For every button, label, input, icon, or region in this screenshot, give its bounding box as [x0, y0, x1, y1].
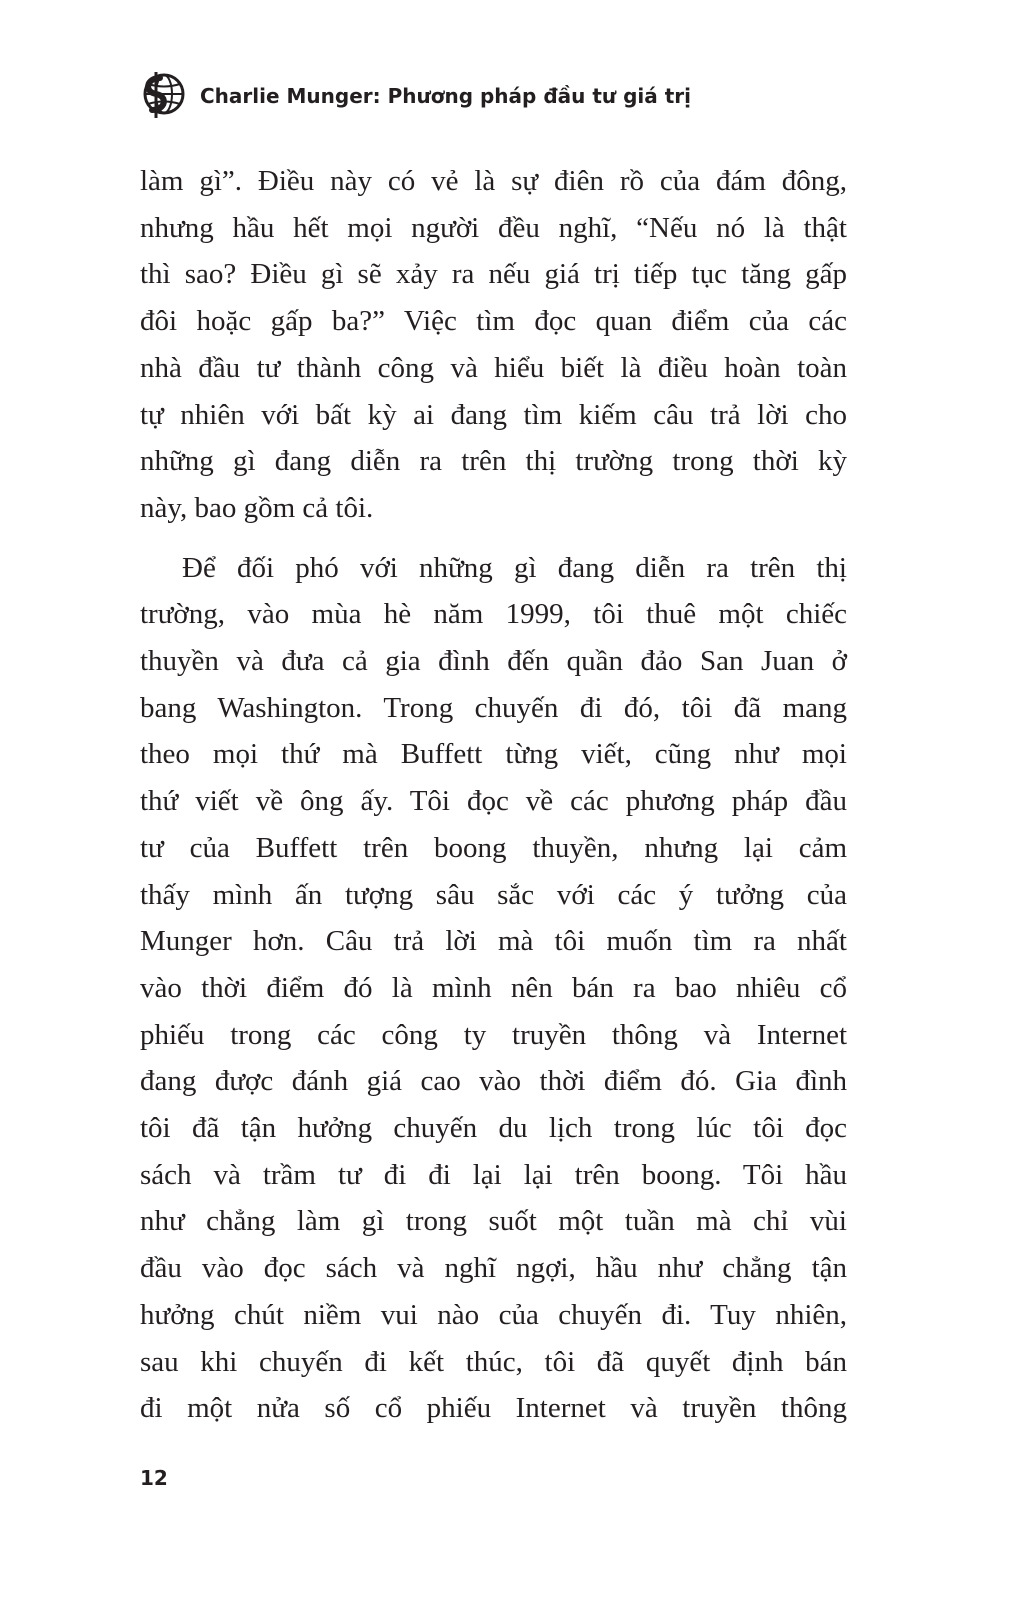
text-line: vào thời điểm đó là mình nên bán ra bao nhiêu cổ — [140, 971, 847, 1004]
text-line: tự nhiên với bất kỳ ai đang tìm kiếm câu trả lời cho — [140, 398, 847, 431]
text-line: sách và trầm tư đi đi lại lại trên boong. Tôi hầu — [140, 1158, 847, 1191]
text-line: thấy mình ấn tượng sâu sắc với các ý tưởng của — [140, 878, 847, 911]
globe-dollar-icon — [140, 70, 186, 122]
text-line: bang Washington. Trong chuyến đi đó, tôi đã mang — [140, 691, 847, 724]
text-line: tôi đã tận hưởng chuyến du lịch trong lúc tôi đọc — [140, 1112, 847, 1145]
text-line: sau khi chuyến đi kết thúc, tôi đã quyết định bán — [140, 1345, 847, 1378]
text-line: tư của Buffett trên boong thuyền, nhưng lại cảm — [140, 831, 847, 864]
text-line: Munger hơn. Câu trả lời mà tôi muốn tìm ra nhất — [140, 925, 847, 958]
page-number: 12 — [140, 1466, 168, 1490]
paragraph-2 — [140, 545, 847, 1432]
text-line: làm gì”. Điều này có vẻ là sự điên rồ của đám đông, — [140, 165, 847, 197]
text-line: nhà đầu tư thành công và hiểu biết là điều hoàn toàn — [140, 351, 847, 384]
running-header-title: Charlie Munger: Phương pháp đầu tư giá trị — [200, 84, 692, 108]
text-line: những gì đang diễn ra trên thị trường trong thời kỳ — [140, 445, 847, 478]
text-line: này, bao gồm cả tôi. — [140, 491, 374, 524]
text-line: hưởng chút niềm vui nào của chuyến đi. Tuy nhiên, — [140, 1298, 847, 1331]
text-line: đầu vào đọc sách và nghĩ ngợi, hầu như chẳng tận — [140, 1252, 847, 1285]
text-line: nhưng hầu hết mọi người đều nghĩ, “Nếu nó là thật — [140, 211, 847, 244]
text-line: thuyền và đưa cả gia đình đến quần đảo San Juan ở — [140, 645, 847, 678]
text-line: đi một nửa số cổ phiếu Internet và truyền thông — [140, 1392, 847, 1425]
text-line: như chẳng làm gì trong suốt một tuần mà chỉ vùi — [140, 1205, 847, 1238]
body-text — [140, 158, 847, 1432]
text-line: phiếu trong các công ty truyền thông và Internet — [140, 1018, 847, 1051]
text-line: trường, vào mùa hè năm 1999, tôi thuê một chiếc — [140, 598, 847, 631]
text-line: Để đối phó với những gì đang diễn ra trên thị — [182, 551, 847, 584]
paragraph-1 — [140, 158, 847, 532]
text-line: thì sao? Điều gì sẽ xảy ra nếu giá trị tiếp tục tăng gấp — [140, 258, 847, 291]
text-line: thứ viết về ông ấy. Tôi đọc về các phương pháp đầu — [140, 785, 847, 818]
text-line: đang được đánh giá cao vào thời điểm đó. Gia đình — [140, 1065, 847, 1098]
running-header — [140, 70, 691, 122]
text-line: theo mọi thứ mà Buffett từng viết, cũng như mọi — [140, 738, 847, 771]
text-line: đôi hoặc gấp ba?” Việc tìm đọc quan điểm của các — [140, 305, 847, 338]
